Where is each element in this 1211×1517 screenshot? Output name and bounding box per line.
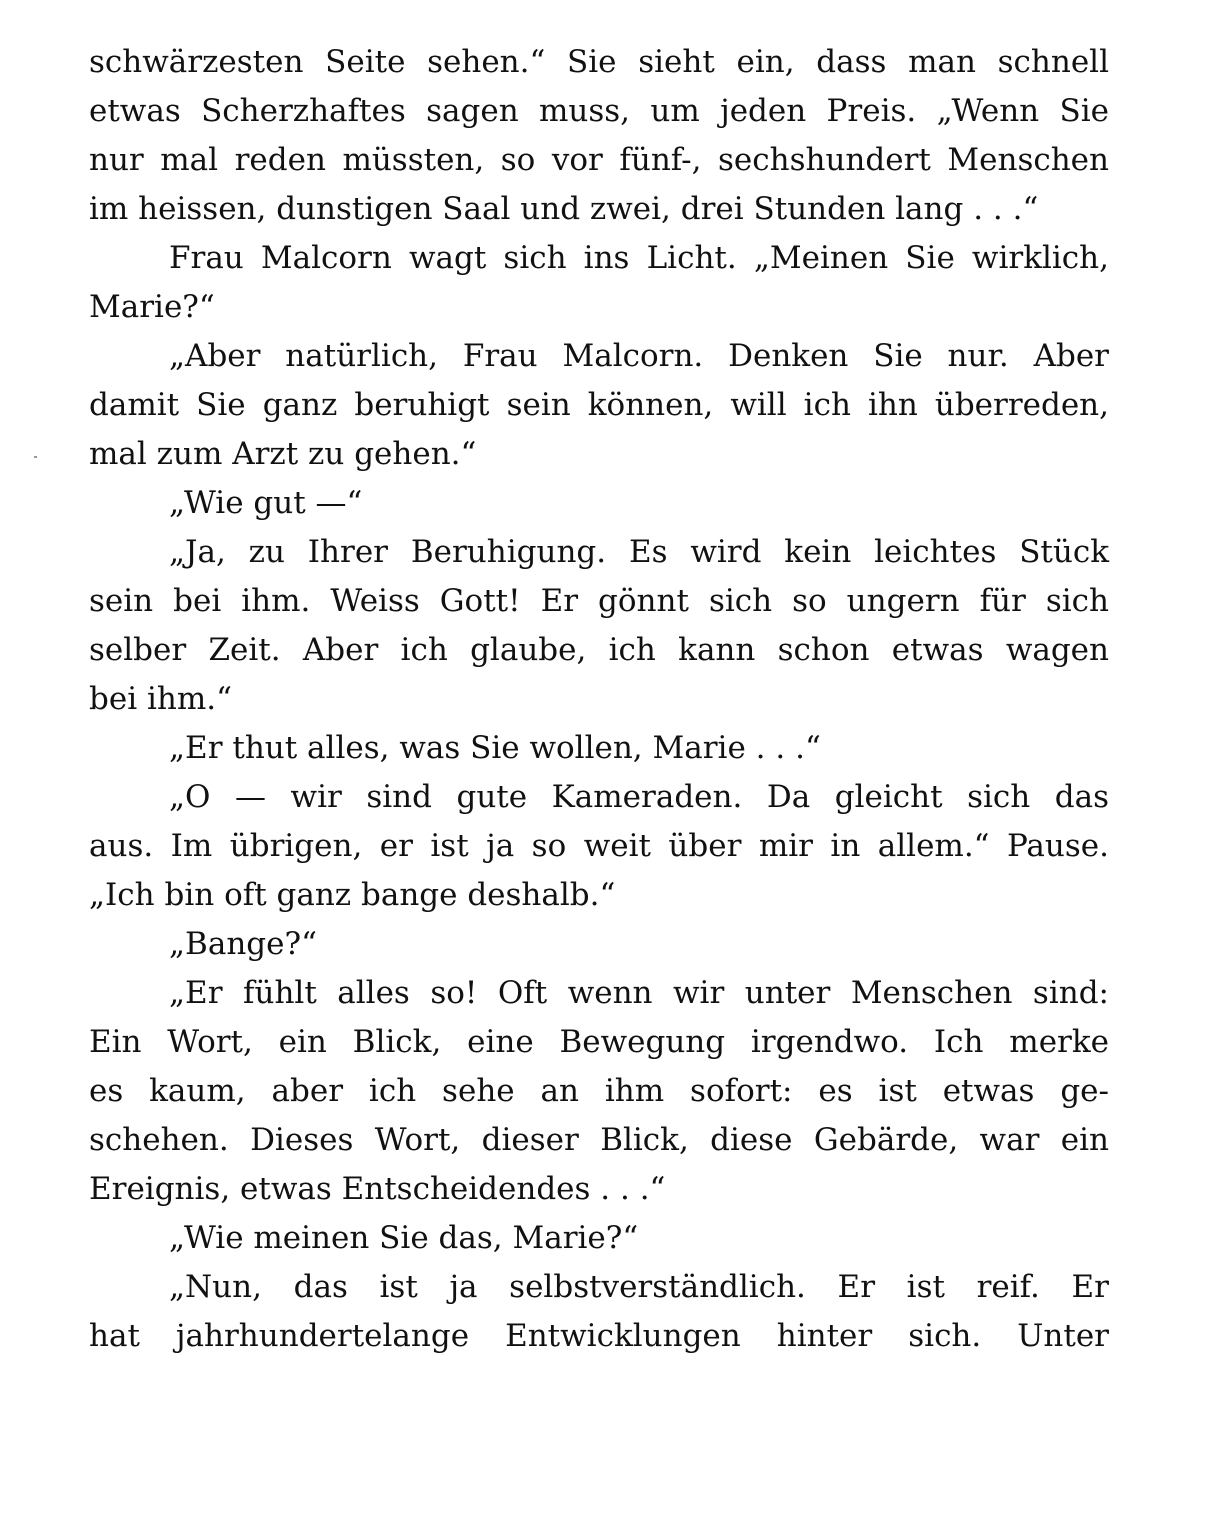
text-line: „Nun, das ist ja selbstverständlich. Er ist reif. Er — [169, 1269, 1109, 1305]
text-line: sein bei ihm. Weiss Gott! Er gönnt sich so ungern für sich — [89, 583, 1109, 619]
text-line: „Ja, zu Ihrer Beruhigung. Es wird kein leichtes Stück — [169, 534, 1109, 570]
text-line: mal zum Arzt zu gehen.“ — [89, 436, 477, 472]
text-line: „Aber natürlich, Frau Malcorn. Denken Sie nur. Aber — [169, 338, 1109, 374]
text-line: nur mal reden müssten, so vor fünf-, sechshundert Menschen — [89, 142, 1109, 178]
paper-speck — [34, 456, 37, 458]
text-line: „O — wir sind gute Kameraden. Da gleicht sich das — [169, 779, 1109, 815]
text-line: „Wie meinen Sie das, Marie?“ — [169, 1220, 639, 1256]
text-line: im heissen, dunstigen Saal und zwei, drei Stunden lang . . .“ — [89, 191, 1039, 227]
text-line: Frau Malcorn wagt sich ins Licht. „Meinen Sie wirklich, — [169, 240, 1109, 276]
text-line: Ein Wort, ein Blick, eine Bewegung irgendwo. Ich merke — [89, 1024, 1109, 1060]
text-line: hat jahrhundertelange Entwicklungen hinter sich. Unter — [89, 1318, 1109, 1354]
text-line: „Er thut alles, was Sie wollen, Marie . . .“ — [169, 730, 821, 766]
text-line: Ereignis, etwas Entscheidendes . . .“ — [89, 1171, 666, 1207]
text-line: „Er fühlt alles so! Oft wenn wir unter Menschen sind: — [169, 975, 1109, 1011]
text-line: damit Sie ganz beruhigt sein können, will ich ihn überreden, — [89, 387, 1109, 423]
page-text — [89, 38, 1109, 1361]
text-line: „Bange?“ — [169, 926, 317, 962]
text-line: selber Zeit. Aber ich glaube, ich kann schon etwas wagen — [89, 632, 1109, 668]
text-line: schwärzesten Seite sehen.“ Sie sieht ein, dass man schnell — [89, 44, 1109, 80]
text-line: „Wie gut —“ — [169, 485, 363, 521]
text-line: „Ich bin oft ganz bange deshalb.“ — [89, 877, 616, 913]
text-line: es kaum, aber ich sehe an ihm sofort: es ist etwas ge- — [89, 1073, 1109, 1109]
text-line: schehen. Dieses Wort, dieser Blick, diese Gebärde, war ein — [89, 1122, 1109, 1158]
text-line: etwas Scherzhaftes sagen muss, um jeden Preis. „Wenn Sie — [89, 93, 1109, 129]
text-line: bei ihm.“ — [89, 681, 232, 717]
text-line: Marie?“ — [89, 289, 215, 325]
text-line: aus. Im übrigen, er ist ja so weit über mir in allem.“ Pause. — [89, 828, 1109, 864]
